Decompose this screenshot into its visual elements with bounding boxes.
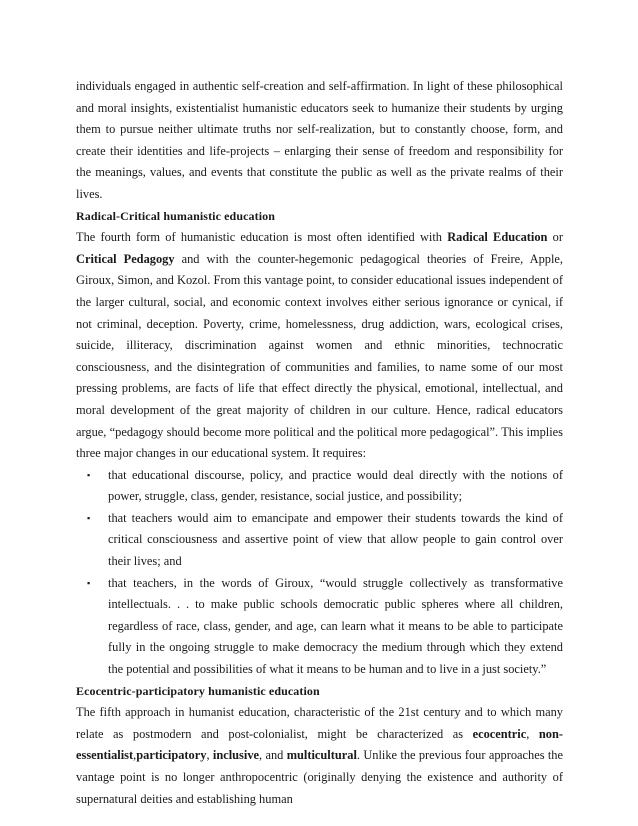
term-ecocentric: ecocentric — [472, 726, 527, 741]
term-non-essentialist: non-essentialist — [76, 726, 564, 763]
term-critical-pedagogy: Critical Pedagogy — [76, 251, 175, 266]
requirements-list — [76, 465, 563, 681]
text-span: , — [206, 748, 213, 763]
text-span: , — [133, 748, 137, 763]
text-span: , and — [259, 748, 287, 763]
document-body — [76, 76, 563, 810]
list-item-text: that teachers, in the words of Giroux, “would struggle collectively as transformative intellectuals. . . to make public schools democratic public spheres where all children, regardless of race, class, gender, and age, can learn what it means to be able to participate fully in the ongoing struggle to make democracy the medium through which they extend the potential and possibilities of what it means to be human and to live in a just society.” — [108, 575, 563, 677]
bullet-icon: ▪ — [87, 512, 91, 523]
list-item-text: that educational discourse, policy, and practice would deal directly with the notions of power, struggle, class, gender, resistance, social justice, and possibility; — [108, 467, 563, 504]
text-span: or — [547, 230, 563, 245]
text-span: , — [526, 726, 539, 741]
bullet-icon: ▪ — [87, 469, 91, 480]
heading-ecocentric-participatory: Ecocentric-participatory humanistic education — [76, 683, 320, 698]
text-span: and with the counter-hegemonic pedagogical theories of Freire, Apple, Giroux, Simon, and Kozol. From this vantage point, to consider educational issues independent of the larger cultural, social, and economic context involves either serious ignorance or cynical, if not criminal, deception. Poverty, crime, homelessness, drug addiction, wars, ecological crises, suicide, illiteracy, discrimination against women and ethnic minorities, technocratic consciousness, and the disintegration of communities and families, to name some of our most pressing problems, are facts of life that effect directly the physical, emotional, intellectual, and moral development of the great majority of children in our culture. Hence, radical educators argue, “pedagogy should become more political and the political more pedagogical”. This implies three major changes in our educational system. It requires: — [76, 251, 563, 461]
list-item — [76, 573, 563, 681]
bullet-icon: ▪ — [87, 577, 91, 588]
paragraph-existentialist: individuals engaged in authentic self-creation and self-affirmation. In light of these philosophical and moral insights, existentialist humanistic educators seek to humanize their students by urging them to pursue neither ultimate truths nor self-realization, but to constantly choose, form, and create their identities and life-projects – enlarging their sense of freedom and responsibility for the meanings, values, and events that constitute the public as well as the private realms of their lives. — [76, 79, 563, 201]
text-span: The fifth approach in humanist education, characteristic of the 21st century and to which many relate as postmodern and post-colonialist, might be characterized as — [76, 705, 563, 741]
paragraph-radical-critical — [76, 227, 563, 465]
paragraph-ecocentric — [76, 702, 563, 810]
term-radical-education: Radical Education — [447, 230, 548, 245]
list-item — [76, 465, 563, 508]
text-span: . Unlike the previous four approaches the vantage point is no longer anthropocentric (originally denying the existence and authority of supernatural deities and establishing human — [76, 748, 564, 806]
heading-radical-critical: Radical-Critical humanistic education — [76, 208, 276, 223]
term-participatory: participatory — [136, 748, 207, 763]
list-item — [76, 508, 563, 573]
term-inclusive: inclusive — [212, 748, 260, 763]
term-multicultural: multicultural — [286, 748, 357, 763]
text-span: The fourth form of humanistic education is most often identified with — [76, 230, 448, 245]
list-item-text: that teachers would aim to emancipate and empower their students towards the kind of critical consciousness and assertive point of view that allow people to gain control over their lives; and — [108, 510, 563, 569]
